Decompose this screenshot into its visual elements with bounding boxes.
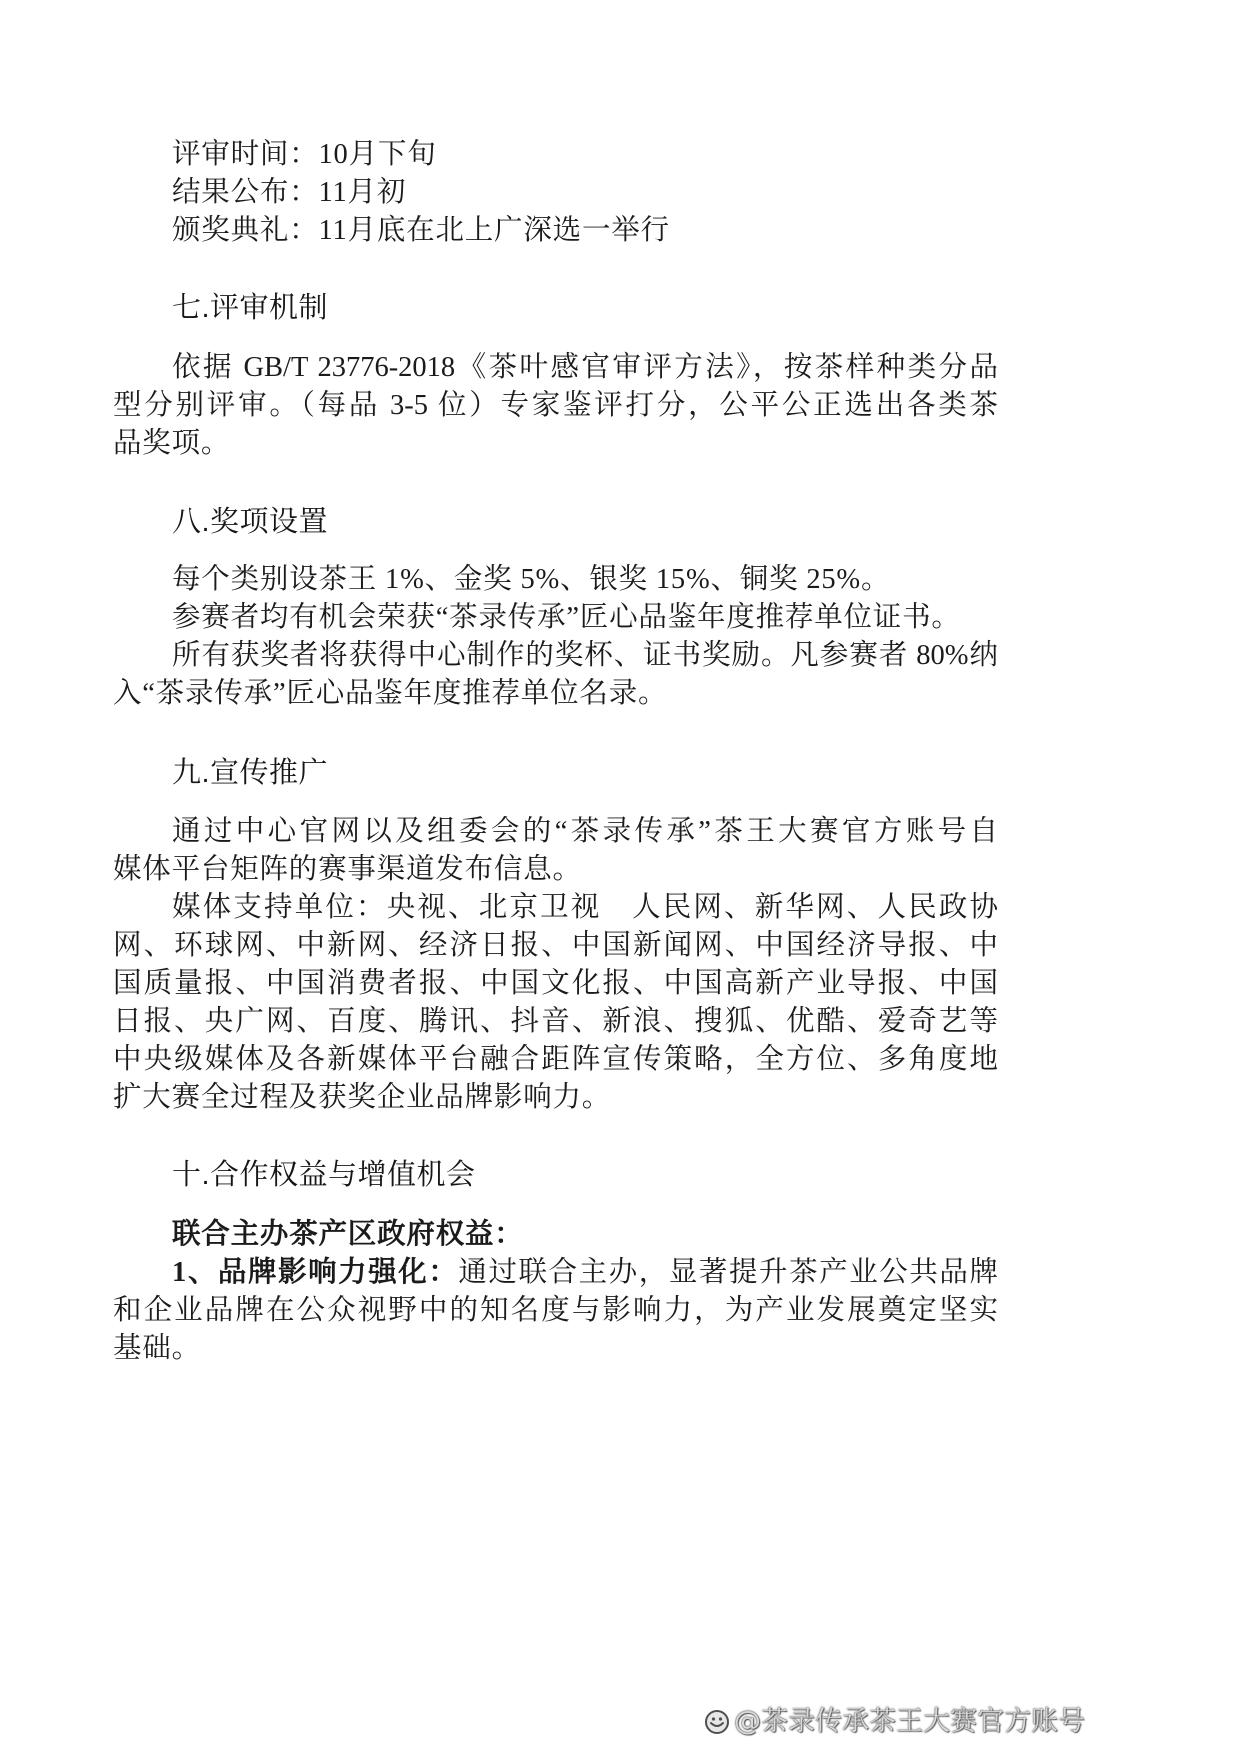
paragraph-line: 每个类别设茶王 1%、金奖 5%、银奖 15%、铜奖 25%。 [172, 564, 891, 595]
watermark [704, 1703, 1085, 1741]
paragraph-line: 和企业品牌在公众视野中的知名度与影响力，为产业发展奠定坚实 [113, 1295, 998, 1326]
paragraph-line: 入“茶录传承”匠心品鉴年度推荐单位名录。 [113, 678, 668, 709]
item-1-label: 1、品牌影响力强化： [172, 1257, 459, 1288]
paragraph-line: 依据 GB/T 23776-2018《茶叶感官审评方法》，按茶样种类分品 [172, 352, 998, 383]
paragraph-line [113, 1254, 998, 1292]
section-7-paragraph [113, 349, 998, 463]
paragraph-line: 所有获奖者将获得中心制作的奖杯、证书奖励。凡参赛者 80%纳 [172, 640, 998, 671]
paragraph-line: 日报、央广网、百度、腾讯、抖音、新浪、搜狐、优酷、爱奇艺等 [113, 1006, 998, 1037]
section-9-heading: 九.宣传推广 [172, 757, 329, 789]
item-1-text: 通过联合主办，显著提升茶产业公共品牌 [458, 1257, 998, 1288]
schedule-block [113, 136, 998, 250]
section-8-heading: 八.奖项设置 [172, 506, 329, 538]
review-time-line: 评审时间：10月下旬 [172, 139, 437, 170]
paragraph-line: 媒体支持单位：央视、北京卫视 人民网、新华网、人民政协 [172, 892, 998, 923]
paragraph-line: 媒体平台矩阵的赛事渠道发布信息。 [113, 854, 582, 885]
award-ceremony-line: 颁奖典礼：11月底在北上广深选一举行 [172, 215, 670, 246]
section-10-subheading: 联合主办茶产区政府权益： [172, 1219, 524, 1250]
paragraph-line: 通过中心官网以及组委会的“茶录传承”茶王大赛官方账号自 [172, 816, 998, 847]
watermark-text: @茶录传承茶王大赛官方账号 [734, 1706, 1085, 1737]
paragraph-line: 基础。 [113, 1333, 201, 1364]
section-8-paragraph [113, 561, 998, 713]
result-release-line: 结果公布：11月初 [172, 177, 407, 208]
paragraph-line: 品奖项。 [113, 428, 231, 459]
paragraph-line: 参赛者均有机会荣获“茶录传承”匠心品鉴年度推荐单位证书。 [172, 602, 961, 633]
paragraph-line: 国质量报、中国消费者报、中国文化报、中国高新产业导报、中国 [113, 968, 998, 999]
section-10-paragraph [113, 1216, 998, 1368]
section-9-paragraph [113, 813, 998, 1117]
paragraph-line: 型分别评审。（每品 3-5 位）专家鉴评打分，公平公正选出各类茶 [113, 390, 998, 421]
paragraph-line: 中央级媒体及各新媒体平台融合距阵宣传策略，全方位、多角度地 [113, 1044, 998, 1075]
section-10-heading: 十.合作权益与增值机会 [172, 1159, 476, 1191]
brand-logo-icon [704, 1709, 730, 1735]
section-7-heading: 七.评审机制 [172, 292, 329, 324]
paragraph-line: 扩大赛全过程及获奖企业品牌影响力。 [113, 1082, 612, 1113]
paragraph-line: 网、环球网、中新网、经济日报、中国新闻网、中国经济导报、中 [113, 930, 998, 961]
